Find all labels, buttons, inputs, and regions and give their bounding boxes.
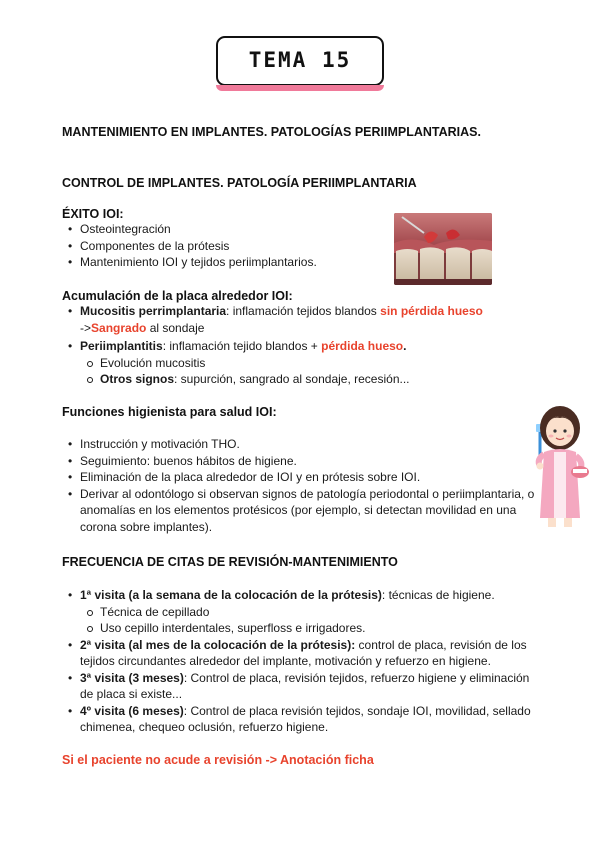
visita-2-term: 2ª visita (al mes de la colocación de la prótesis):	[80, 637, 356, 652]
list-item: • Eliminación de la placa alrededor de IOI y en prótesis sobre IOI.	[66, 469, 534, 486]
list-subitem: Técnica de cepillado	[66, 604, 531, 621]
funciones-list	[66, 436, 534, 535]
list-item: • Osteointegración	[66, 221, 317, 238]
list-item	[66, 587, 531, 604]
dental-implant-photo	[394, 213, 492, 285]
visita-1-text: : técnicas de higiene.	[381, 588, 495, 602]
periimplantitis-term: Periimplantitis	[80, 339, 163, 353]
list-item: • Seguimiento: buenos hábitos de higiene.	[66, 453, 534, 470]
visita-3-text: : Control de placa, revisión tejidos, refuerzo higiene y eliminación	[183, 670, 530, 685]
exito-list	[66, 221, 317, 271]
visita-3-term: 3ª visita (3 meses)	[80, 670, 184, 685]
main-heading: MANTENIMIENTO EN IMPLANTES. PATOLOGÍAS PERIIMPLANTARIAS.	[62, 125, 481, 139]
mucositis-red: sin pérdida hueso	[380, 304, 483, 318]
list-item: • Instrucción y motivación THO.	[66, 436, 534, 453]
mucositis-arrow: ->	[80, 320, 92, 335]
list-item: • Componentes de la prótesis	[66, 238, 317, 255]
exito-heading: ÉXITO IOI:	[62, 207, 124, 221]
acumulacion-heading: Acumulación de la placa alrededor IOI:	[62, 289, 293, 303]
funciones-line: corona sobre implantes).	[80, 519, 213, 534]
funciones-line: anomalías en los elementos protésicos (por ejemplo, si detectan movilidad en una	[80, 503, 517, 517]
footer-note: Si el paciente no acude a revisión -> Anotación ficha	[62, 753, 374, 767]
hygienist-illustration	[526, 400, 594, 528]
frecuencia-list	[66, 587, 531, 736]
mucositis-red2: Sangrado	[91, 320, 147, 335]
frecuencia-heading: FRECUENCIA DE CITAS DE REVISIÓN-MANTENIMIENTO	[62, 555, 398, 569]
mucositis-tail: al sondaje	[146, 320, 205, 335]
visita-4-line2: chimenea, chequeo oclusión, refuerzo higiene.	[80, 720, 329, 734]
list-item	[66, 303, 483, 336]
visita-2-text: control de placa, revisión de los	[355, 637, 527, 652]
visita-2-line2: tejidos circundantes alrededor del implante, motivación y refuerzo en higiene.	[80, 654, 491, 668]
page-title: TEMA 15	[248, 48, 352, 72]
otros-signos-term: Otros signos	[100, 372, 175, 386]
visita-4-term: 4º visita (6 meses)	[80, 703, 184, 718]
list-subitem: Evolución mucositis	[66, 355, 483, 372]
visita-1-term: 1ª visita (a la semana de la colocación de la prótesis)	[80, 588, 382, 602]
list-subitem	[66, 371, 483, 388]
visita-4-text: : Control de placa revisión tejidos, sondaje IOI, movilidad, sellado	[183, 703, 531, 718]
mucositis-term: Mucositis perrimplantaria	[80, 304, 227, 318]
mucositis-text: : inflamación tejidos blandos	[226, 304, 381, 318]
funciones-heading: Funciones higienista para salud IOI:	[62, 405, 277, 419]
title-box	[216, 36, 384, 86]
control-heading: CONTROL DE IMPLANTES. PATOLOGÍA PERIIMPLANTARIA	[62, 176, 417, 190]
list-item	[66, 670, 531, 703]
list-item	[66, 637, 531, 670]
list-subitem: Uso cepillo interdentales, superfloss e irrigadores.	[66, 620, 531, 637]
list-item: • Mantenimiento IOI y tejidos periimplantarios.	[66, 254, 317, 271]
visita-3-line2: de placa si existe...	[80, 687, 183, 701]
periimplantitis-dot: .	[403, 339, 407, 353]
title-underline	[216, 85, 384, 91]
list-item	[66, 703, 531, 736]
funciones-line: Derivar al odontólogo si observan signos de patología periodontal o periimplantaria, o	[80, 486, 535, 501]
acumulacion-list	[66, 303, 483, 388]
periimplantitis-text: : inflamación tejido blandos +	[162, 339, 322, 353]
list-item	[66, 338, 483, 355]
otros-signos-text: : supurción, sangrado al sondaje, recesión...	[174, 372, 410, 386]
list-item	[66, 486, 534, 536]
periimplantitis-red: pérdida hueso	[321, 339, 404, 353]
